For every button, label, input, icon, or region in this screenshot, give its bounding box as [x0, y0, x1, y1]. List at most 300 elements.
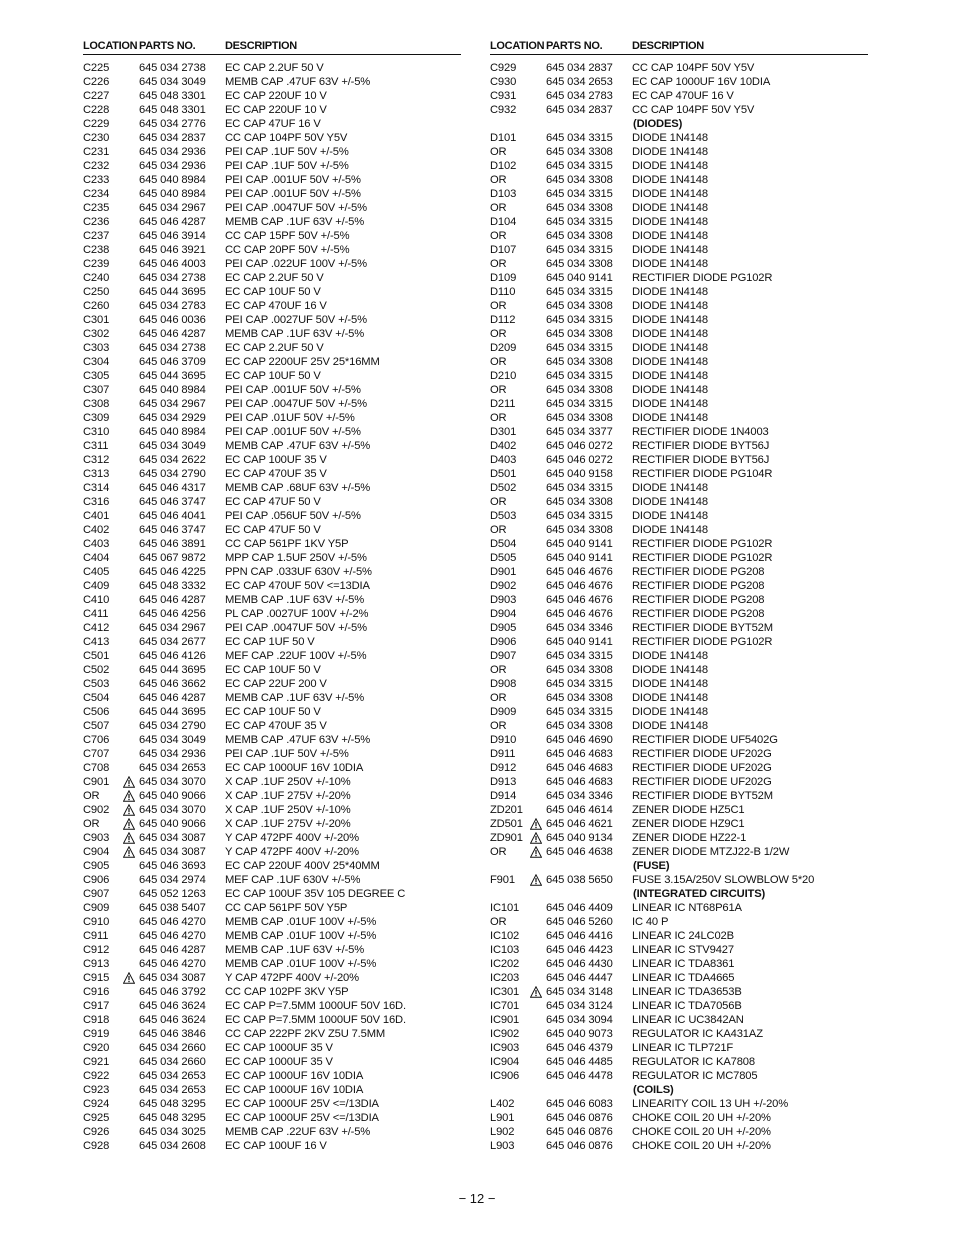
description-cell: RECTIFIER DIODE BYT52M [632, 790, 773, 802]
location-cell: C305 [83, 370, 110, 382]
location-cell: C916 [83, 986, 110, 998]
location-cell: C919 [83, 1028, 110, 1040]
safety-warning-icon [530, 874, 542, 886]
safety-warning-icon [123, 776, 135, 788]
part-number-cell: 645 040 8984 [139, 384, 206, 396]
part-number-cell: 645 034 3315 [546, 706, 613, 718]
description-cell: DIODE 1N4148 [632, 132, 708, 144]
description-cell: CC CAP 104PF 50V Y5V [632, 62, 755, 74]
table-row [490, 929, 870, 943]
part-number-cell: 645 048 3295 [139, 1112, 206, 1124]
location-cell: D912 [490, 762, 517, 774]
table-row [83, 355, 463, 369]
table-row [83, 481, 463, 495]
description-cell: MEMB CAP .01UF 100V +/-5% [225, 916, 377, 928]
location-cell: C410 [83, 594, 110, 606]
table-row [490, 565, 870, 579]
description-cell: EC CAP 10UF 50 V [225, 664, 321, 676]
part-number-cell: 645 034 2660 [139, 1056, 206, 1068]
part-number-cell: 645 034 3315 [546, 160, 613, 172]
table-row [83, 733, 463, 747]
part-number-cell: 645 034 3315 [546, 370, 613, 382]
location-cell: C229 [83, 118, 110, 130]
table-row [490, 201, 870, 215]
location-cell: C314 [83, 482, 110, 494]
location-cell: C903 [83, 832, 110, 844]
part-number-cell: 645 034 2660 [139, 1042, 206, 1054]
part-number-cell: 645 034 2783 [139, 300, 206, 312]
right-table-header [490, 40, 868, 55]
part-number-cell: 645 038 5650 [546, 874, 613, 886]
part-number-cell: 645 034 3315 [546, 132, 613, 144]
header-description: DESCRIPTION [632, 40, 704, 52]
description-cell: EC CAP 1000UF 25V <=/13DIA [225, 1098, 379, 1110]
part-number-cell: 645 034 2677 [139, 636, 206, 648]
table-row [83, 173, 463, 187]
table-row [490, 299, 870, 313]
location-cell: OR [490, 258, 507, 270]
location-cell: C310 [83, 426, 110, 438]
table-row [83, 117, 463, 131]
description-cell: EC CAP 1000UF 35 V [225, 1056, 333, 1068]
table-row [83, 943, 463, 957]
description-cell: LINEAR IC TDA3653B [632, 986, 742, 998]
table-row [83, 803, 463, 817]
table-row [490, 131, 870, 145]
part-number-cell: 645 034 3346 [546, 790, 613, 802]
location-cell: ZD901 [490, 832, 523, 844]
table-row [83, 635, 463, 649]
part-number-cell: 645 046 4683 [546, 748, 613, 760]
description-cell: EC CAP 220UF 400V 25*40MM [225, 860, 380, 872]
description-cell: DIODE 1N4148 [632, 300, 708, 312]
part-number-cell: 645 034 3087 [139, 972, 206, 984]
table-row [490, 159, 870, 173]
part-number-cell: 645 046 4317 [139, 482, 206, 494]
description-cell: PPN CAP .033UF 630V +/-5% [225, 566, 372, 578]
location-cell: C409 [83, 580, 110, 592]
location-cell: L903 [490, 1140, 515, 1152]
location-cell: C301 [83, 314, 110, 326]
description-cell: RECTIFIER DIODE PG208 [632, 608, 765, 620]
description-cell: MEMB CAP .47UF 63V +/-5% [225, 76, 371, 88]
table-row [490, 985, 870, 999]
table-row [490, 1027, 870, 1041]
location-cell: IC203 [490, 972, 520, 984]
part-number-cell: 645 046 5260 [546, 916, 613, 928]
description-cell: DIODE 1N4148 [632, 286, 708, 298]
part-number-cell: 645 034 3087 [139, 832, 206, 844]
location-cell: ZD501 [490, 818, 523, 830]
description-cell: PEI CAP .001UF 50V +/-5% [225, 174, 361, 186]
table-row [83, 859, 463, 873]
description-cell: EC CAP 100UF 35 V [225, 454, 327, 466]
location-cell: C401 [83, 510, 110, 522]
table-row [83, 873, 463, 887]
part-number-cell: 645 034 3315 [546, 342, 613, 354]
part-number-cell: 645 034 2622 [139, 454, 206, 466]
location-cell: C404 [83, 552, 110, 564]
table-row [490, 789, 870, 803]
part-number-cell: 645 034 3315 [546, 482, 613, 494]
table-row [83, 1041, 463, 1055]
description-cell: DIODE 1N4148 [632, 244, 708, 256]
location-cell: D913 [490, 776, 517, 788]
location-cell: C309 [83, 412, 110, 424]
part-number-cell: 645 034 2936 [139, 146, 206, 158]
part-number-cell: 645 034 3124 [546, 1000, 613, 1012]
location-cell: D907 [490, 650, 517, 662]
part-number-cell: 645 034 2936 [139, 160, 206, 172]
location-cell: C303 [83, 342, 110, 354]
part-number-cell: 645 046 4447 [546, 972, 613, 984]
location-cell: L901 [490, 1112, 515, 1124]
description-cell: MEMB CAP .01UF 100V +/-5% [225, 930, 377, 942]
location-cell: C233 [83, 174, 110, 186]
description-cell: DIODE 1N4148 [632, 398, 708, 410]
table-row [490, 999, 870, 1013]
part-number-cell: 645 048 3295 [139, 1098, 206, 1110]
part-number-cell: 645 034 2653 [139, 1070, 206, 1082]
table-row [490, 187, 870, 201]
location-cell: IC202 [490, 958, 520, 970]
description-cell: RECTIFIER DIODE 1N4003 [632, 426, 769, 438]
description-cell: MPP CAP 1.5UF 250V +/-5% [225, 552, 367, 564]
location-cell: C236 [83, 216, 110, 228]
description-cell: X CAP .1UF 250V +/-10% [225, 804, 351, 816]
description-cell: MEF CAP .22UF 100V +/-5% [225, 650, 367, 662]
location-cell: C412 [83, 622, 110, 634]
description-cell: LINEAR IC UC3842AN [632, 1014, 744, 1026]
description-cell: DIODE 1N4148 [632, 720, 708, 732]
table-row [83, 1125, 463, 1139]
location-cell: C911 [83, 930, 109, 942]
table-row [490, 215, 870, 229]
description-cell: LINEAR IC TDA4665 [632, 972, 735, 984]
table-row [83, 75, 463, 89]
location-cell: C912 [83, 944, 110, 956]
table-row [83, 1139, 463, 1153]
part-number-cell: 645 046 3891 [139, 538, 206, 550]
part-number-cell: 645 034 3315 [546, 286, 613, 298]
location-cell: D501 [490, 468, 517, 480]
part-number-cell: 645 046 0876 [546, 1126, 613, 1138]
location-cell: C304 [83, 356, 110, 368]
location-cell: C909 [83, 902, 110, 914]
part-number-cell: 645 046 4690 [546, 734, 613, 746]
table-row [83, 985, 463, 999]
description-cell: EC CAP 100UF 35V 105 DEGREE C [225, 888, 406, 900]
table-row [83, 705, 463, 719]
table-row [83, 901, 463, 915]
part-number-cell: 645 034 2974 [139, 874, 206, 886]
table-row [83, 551, 463, 565]
part-number-cell: 645 034 2653 [139, 1084, 206, 1096]
part-number-cell: 645 034 3315 [546, 650, 613, 662]
table-row [490, 775, 870, 789]
table-row [83, 677, 463, 691]
part-number-cell: 645 034 2967 [139, 398, 206, 410]
part-number-cell: 645 046 4621 [546, 818, 613, 830]
description-cell: RECTIFIER DIODE UF202G [632, 776, 772, 788]
description-cell: EC CAP 22UF 200 V [225, 678, 327, 690]
description-cell: EC CAP 470UF 35 V [225, 468, 327, 480]
description-cell: DIODE 1N4148 [632, 650, 708, 662]
description-cell: CC CAP 104PF 50V Y5V [225, 132, 348, 144]
description-cell: REGULATOR IC MC7805 [632, 1070, 758, 1082]
description-cell: EC CAP 220UF 10 V [225, 90, 327, 102]
description-cell: MEF CAP .1UF 630V +/-5% [225, 874, 361, 886]
table-row [490, 327, 870, 341]
location-cell: D901 [490, 566, 517, 578]
description-cell: (INTEGRATED CIRCUITS) [633, 888, 766, 900]
table-row [83, 831, 463, 845]
description-cell: IC 40 P [632, 916, 669, 928]
table-row [490, 971, 870, 985]
part-number-cell: 645 046 3662 [139, 678, 206, 690]
table-row [83, 1097, 463, 1111]
location-cell: D209 [490, 342, 517, 354]
part-number-cell: 645 034 3308 [546, 496, 613, 508]
location-cell: C502 [83, 664, 110, 676]
right-parts-list [490, 61, 870, 1153]
table-row [490, 355, 870, 369]
table-row [83, 663, 463, 677]
part-number-cell: 645 040 9073 [546, 1028, 613, 1040]
description-cell: EC CAP 47UF 16 V [225, 118, 321, 130]
location-cell: D909 [490, 706, 517, 718]
description-cell: RECTIFIER DIODE PG208 [632, 580, 765, 592]
description-cell: DIODE 1N4148 [632, 496, 708, 508]
location-cell: D504 [490, 538, 517, 550]
location-cell: OR [83, 790, 100, 802]
part-number-cell: 645 034 3308 [546, 524, 613, 536]
description-cell: EC CAP 1000UF 25V <=/13DIA [225, 1112, 379, 1124]
description-cell: X CAP .1UF 275V +/-20% [225, 790, 351, 802]
table-row [490, 341, 870, 355]
location-cell: C913 [83, 958, 110, 970]
part-number-cell: 645 040 9141 [546, 636, 613, 648]
table-row [83, 131, 463, 145]
table-row [83, 971, 463, 985]
safety-warning-icon [530, 986, 542, 998]
table-row [490, 677, 870, 691]
table-row [83, 621, 463, 635]
description-cell: DIODE 1N4148 [632, 678, 708, 690]
part-number-cell: 645 048 3332 [139, 580, 206, 592]
location-cell: C313 [83, 468, 110, 480]
description-cell: LINEAR IC TDA8361 [632, 958, 735, 970]
location-cell: C706 [83, 734, 110, 746]
part-number-cell: 645 046 4287 [139, 944, 206, 956]
part-number-cell: 645 034 3315 [546, 216, 613, 228]
table-row [83, 1055, 463, 1069]
location-cell: C316 [83, 496, 110, 508]
location-cell: D211 [490, 398, 516, 410]
description-cell: EC CAP 470UF 35 V [225, 720, 327, 732]
location-cell: OR [490, 720, 507, 732]
location-cell: C708 [83, 762, 110, 774]
part-number-cell: 645 046 4683 [546, 762, 613, 774]
description-cell: EC CAP 2.2UF 50 V [225, 62, 324, 74]
table-row [490, 719, 870, 733]
description-cell: DIODE 1N4148 [632, 188, 708, 200]
part-number-cell: 645 040 9141 [546, 552, 613, 564]
part-number-cell: 645 040 8984 [139, 188, 206, 200]
part-number-cell: 645 046 4478 [546, 1070, 613, 1082]
left-parts-list [83, 61, 463, 1153]
description-cell: EC CAP 2.2UF 50 V [225, 342, 324, 354]
table-row [83, 327, 463, 341]
safety-warning-icon [123, 818, 135, 830]
table-row [83, 999, 463, 1013]
description-cell: CC CAP 15PF 50V +/-5% [225, 230, 350, 242]
table-row [83, 691, 463, 705]
location-cell: C308 [83, 398, 110, 410]
description-cell: (COILS) [633, 1084, 674, 1096]
description-cell: RECTIFIER DIODE BYT52M [632, 622, 773, 634]
description-cell: DIODE 1N4148 [632, 706, 708, 718]
part-number-cell: 645 046 3747 [139, 496, 206, 508]
location-cell: OR [490, 692, 507, 704]
table-row [83, 593, 463, 607]
location-cell: C926 [83, 1126, 110, 1138]
part-number-cell: 645 046 4409 [546, 902, 613, 914]
table-row [83, 453, 463, 467]
location-cell: IC301 [490, 986, 520, 998]
location-cell: D908 [490, 678, 517, 690]
location-cell: C238 [83, 244, 110, 256]
description-cell: FUSE 3.15A/250V SLOWBLOW 5*20 [632, 874, 815, 886]
location-cell: D109 [490, 272, 517, 284]
location-cell: C307 [83, 384, 110, 396]
part-number-cell: 645 046 4256 [139, 608, 206, 620]
table-row [490, 397, 870, 411]
description-cell: RECTIFIER DIODE UF202G [632, 762, 772, 774]
table-row [490, 803, 870, 817]
description-cell: PEI CAP .0047UF 50V +/-5% [225, 398, 367, 410]
location-cell: D104 [490, 216, 517, 228]
description-cell: DIODE 1N4148 [632, 258, 708, 270]
description-cell: MEMB CAP .1UF 63V +/-5% [225, 692, 365, 704]
description-cell: MEMB CAP .01UF 100V +/-5% [225, 958, 377, 970]
location-cell: C928 [83, 1140, 110, 1152]
table-row [83, 929, 463, 943]
description-cell: ZENER DIODE HZ9C1 [632, 818, 745, 830]
table-row [490, 733, 870, 747]
part-number-cell: 645 040 9158 [546, 468, 613, 480]
location-cell: C501 [83, 650, 110, 662]
part-number-cell: 645 046 3693 [139, 860, 206, 872]
location-cell: C910 [83, 916, 110, 928]
table-row [490, 551, 870, 565]
table-row [490, 411, 870, 425]
table-row [490, 607, 870, 621]
location-cell: C311 [83, 440, 109, 452]
description-cell: CC CAP 102PF 3KV Y5P [225, 986, 349, 998]
location-cell: C234 [83, 188, 110, 200]
header-parts-no: PARTS NO. [546, 40, 603, 52]
part-number-cell: 645 034 3315 [546, 188, 613, 200]
location-cell: OR [490, 356, 507, 368]
description-cell: (FUSE) [633, 860, 670, 872]
page-number: − 12 − [458, 1191, 496, 1206]
description-cell: DIODE 1N4148 [632, 146, 708, 158]
table-row [83, 761, 463, 775]
table-row [83, 1111, 463, 1125]
part-number-cell: 645 034 3148 [546, 986, 613, 998]
description-cell: RECTIFIER DIODE UF202G [632, 748, 772, 760]
part-number-cell: 645 034 3308 [546, 328, 613, 340]
table-row [490, 1125, 870, 1139]
location-cell: C240 [83, 272, 110, 284]
location-cell: ZD201 [490, 804, 523, 816]
description-cell: (DIODES) [633, 118, 683, 130]
table-row [490, 621, 870, 635]
description-cell: RECTIFIER DIODE PG208 [632, 566, 765, 578]
table-row [83, 915, 463, 929]
part-number-cell: 645 046 3846 [139, 1028, 206, 1040]
part-number-cell: 645 046 0876 [546, 1112, 613, 1124]
part-number-cell: 645 034 3308 [546, 692, 613, 704]
location-cell: D914 [490, 790, 517, 802]
description-cell: MEMB CAP .22UF 63V +/-5% [225, 1126, 371, 1138]
header-location: LOCATION [83, 40, 138, 52]
table-row [490, 257, 870, 271]
location-cell: OR [490, 174, 507, 186]
description-cell: CHOKE COIL 20 UH +/-20% [632, 1126, 771, 1138]
table-row [490, 383, 870, 397]
table-row [490, 761, 870, 775]
part-number-cell: 645 046 3792 [139, 986, 206, 998]
location-cell: C905 [83, 860, 110, 872]
part-number-cell: 645 034 2967 [139, 202, 206, 214]
part-number-cell: 645 040 9066 [139, 818, 206, 830]
location-cell: C915 [83, 972, 110, 984]
part-number-cell: 645 034 3308 [546, 146, 613, 158]
location-cell: C260 [83, 300, 110, 312]
part-number-cell: 645 040 8984 [139, 426, 206, 438]
location-cell: C231 [83, 146, 110, 158]
table-row [83, 789, 463, 803]
part-number-cell: 645 046 4423 [546, 944, 613, 956]
safety-warning-icon [123, 972, 135, 984]
location-cell: IC901 [490, 1014, 520, 1026]
description-cell: MEMB CAP .1UF 63V +/-5% [225, 216, 365, 228]
section-heading [490, 859, 870, 873]
location-cell: IC103 [490, 944, 520, 956]
description-cell: RECTIFIER DIODE PG104R [632, 468, 773, 480]
table-row [83, 341, 463, 355]
location-cell: D505 [490, 552, 517, 564]
table-row [83, 467, 463, 481]
part-number-cell: 645 034 2837 [546, 104, 613, 116]
part-number-cell: 645 034 3094 [546, 1014, 613, 1026]
part-number-cell: 645 046 4676 [546, 566, 613, 578]
description-cell: EC CAP 1000UF 35 V [225, 1042, 333, 1054]
part-number-cell: 645 034 3308 [546, 412, 613, 424]
table-row [490, 229, 870, 243]
description-cell: DIODE 1N4148 [632, 664, 708, 676]
table-row [83, 1083, 463, 1097]
part-number-cell: 645 046 4270 [139, 958, 206, 970]
description-cell: CC CAP 104PF 50V Y5V [632, 104, 755, 116]
description-cell: EC CAP 220UF 10 V [225, 104, 327, 116]
table-row [83, 439, 463, 453]
location-cell: C312 [83, 454, 110, 466]
location-cell: C506 [83, 706, 110, 718]
location-cell: D503 [490, 510, 517, 522]
